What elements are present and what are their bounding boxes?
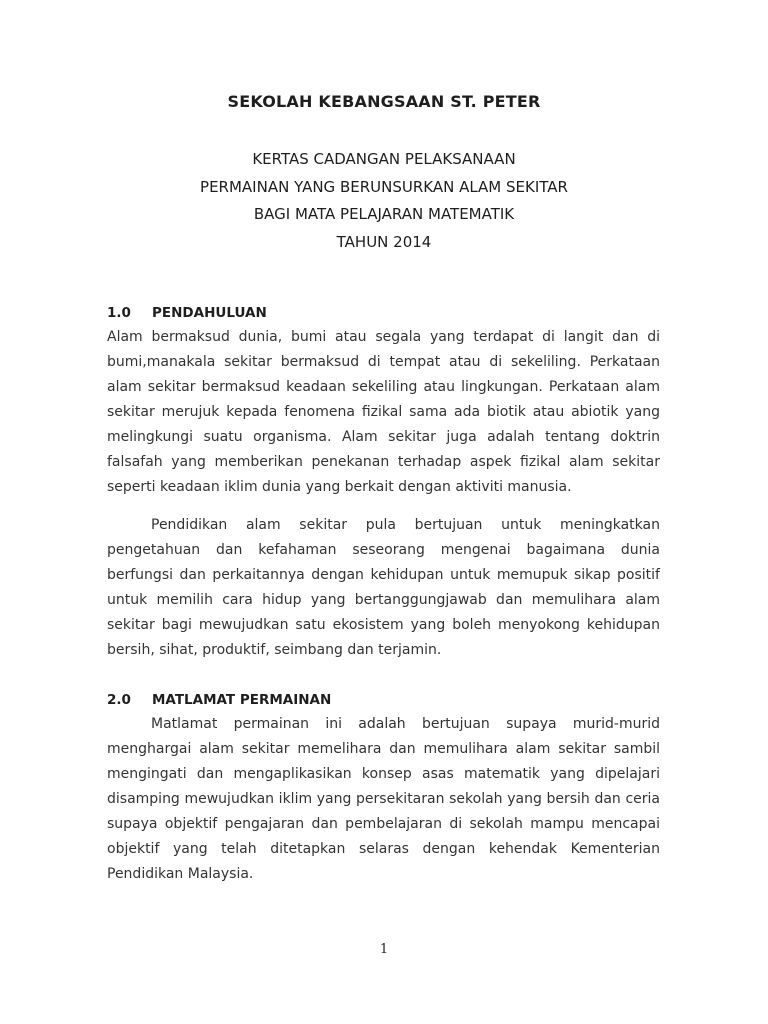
title-line-4: TAHUN 2014 [336,232,432,251]
proposal-title [0,146,768,256]
section-title: PENDAHULUAN [152,305,267,321]
school-name: SEKOLAH KEBANGSAAN ST. PETER [227,92,541,111]
section-title: MATLAMAT PERMAINAN [152,692,332,708]
section-heading-matlamat [107,692,331,708]
section-number: 2.0 [107,692,131,708]
title-line-1: KERTAS CADANGAN PELAKSANAAN [252,150,516,168]
paragraph-pendahuluan-2: Pendidikan alam sekitar pula bertujuan untuk meningkatkan pengetahuan dan kefahaman seseorang mengenai bagaimana dunia berfungsi dan perkaitannya dengan kehidupan untuk memupuk sikap positif untuk memilih cara hidup yang bertanggungjawab dan memulihara alam sekitar bagi mewujudkan satu ekosistem yang boleh menyokong kehidupan bersih, sihat, produktif, seimbang dan terjamin. [107,517,660,658]
paragraph-pendahuluan-1: Alam bermaksud dunia, bumi atau segala yang terdapat di langit dan di bumi,manakala sekitar bermaksud di tempat atau di sekeliling. Perkataan alam sekitar bermaksud keadaan sekeliling atau lingkungan. Perkataan alam sekitar merujuk kepada fenomena fizikal sama ada biotik atau abiotik yang melingkungi suatu organisma. Alam sekitar juga adalah tentang doktrin falsafah yang memberikan penekanan terhadap aspek fizikal alam sekitar seperti keadaan iklim dunia yang berkait dengan aktiviti manusia. [107,329,660,495]
page-number: 1 [379,942,389,957]
section-heading-pendahuluan [107,305,267,321]
title-line-3: BAGI MATA PELAJARAN MATEMATIK [253,205,515,223]
paragraph-matlamat-1: Matlamat permainan ini adalah bertujuan supaya murid-murid menghargai alam sekitar memelihara dan memulihara alam sekitar sambil mengingati dan mengaplikasikan konsep asas matematik yang dipelajari disamping mewujudkan iklim yang persekitaran sekolah yang bersih dan ceria supaya objektif pengajaran dan pembelajaran di sekolah mampu mencapai objektif yang telah ditetapkan selaras dengan kehendak Kementerian Pendidikan Malaysia. [107,716,660,882]
title-line-2: PERMAINAN YANG BERUNSURKAN ALAM SEKITAR [200,177,568,196]
section-number: 1.0 [107,305,131,321]
